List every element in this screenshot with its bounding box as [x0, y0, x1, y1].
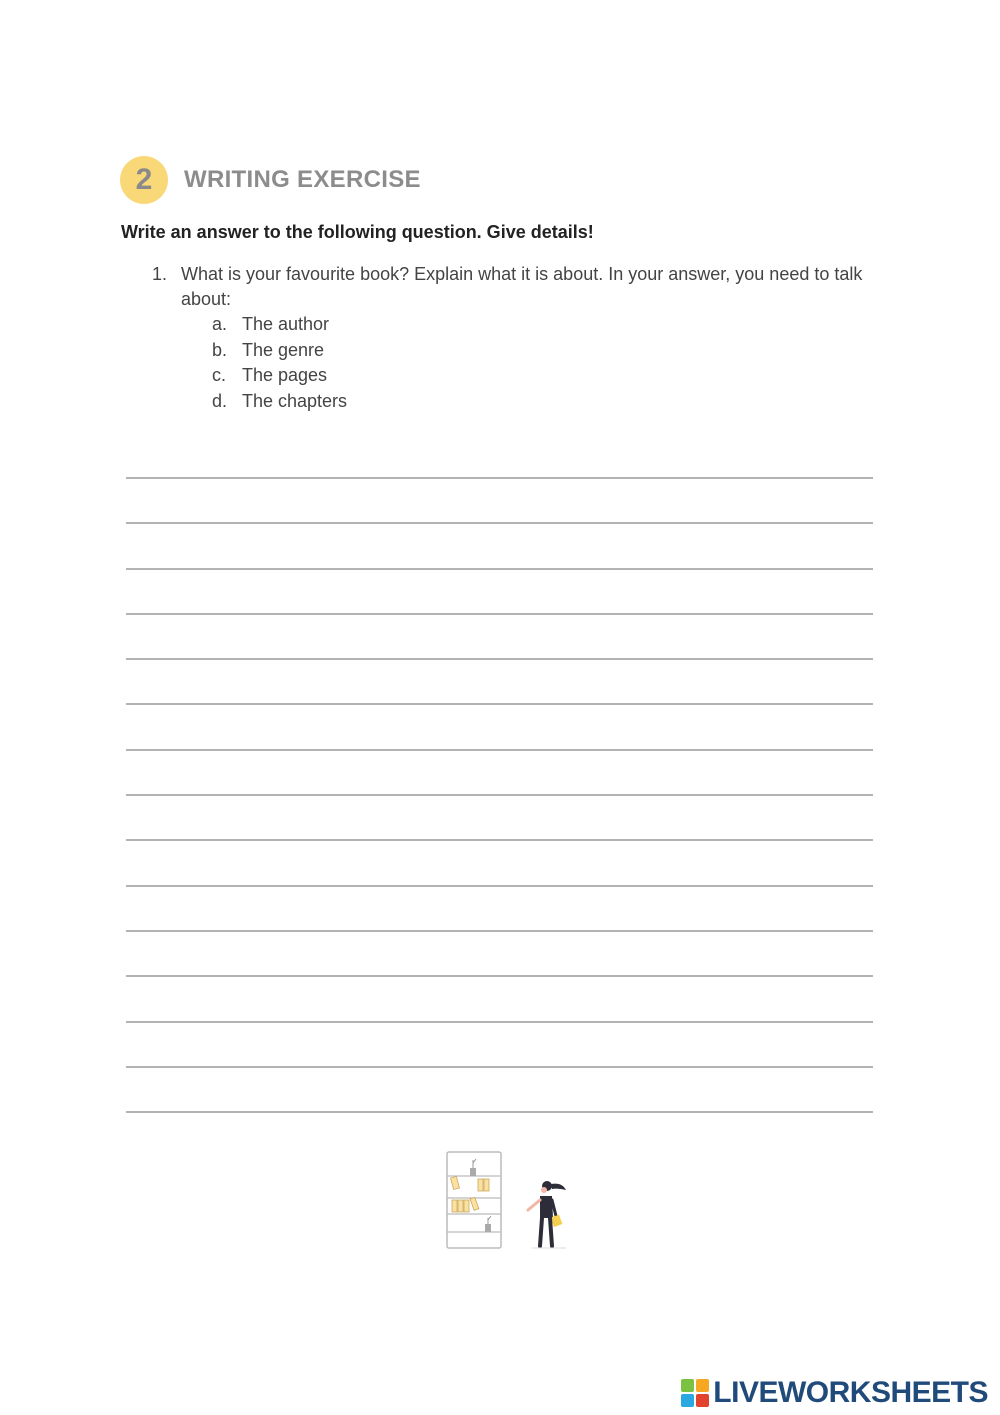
list-item-text: The genre — [242, 339, 325, 360]
answer-line[interactable] — [126, 1066, 873, 1068]
question-sub-list — [212, 312, 872, 414]
list-item-text: The chapters — [242, 390, 348, 411]
answer-line[interactable] — [126, 839, 873, 841]
list-item — [212, 389, 872, 415]
list-item — [212, 312, 872, 338]
answer-line[interactable] — [126, 658, 873, 660]
answer-line[interactable] — [126, 885, 873, 887]
logo-text: LIVEWORKSHEETS — [713, 1376, 988, 1409]
question-text: What is your favourite book? Explain what it is about. In your answer, you need to talk about: — [181, 264, 863, 309]
answer-line[interactable] — [126, 930, 873, 932]
section-title: WRITING EXERCISE — [184, 166, 421, 193]
list-item — [212, 338, 872, 364]
question-number: 1. — [152, 264, 168, 284]
list-item-letter: b. — [212, 339, 228, 360]
list-item-letter: c. — [212, 365, 227, 385]
list-item-letter: a. — [212, 314, 228, 334]
answer-line[interactable] — [126, 703, 873, 705]
answer-line[interactable] — [126, 1021, 873, 1023]
answer-line[interactable] — [126, 522, 873, 524]
answer-lines[interactable] — [126, 477, 873, 1156]
list-item-text: The author — [242, 314, 330, 334]
answer-line[interactable] — [126, 975, 873, 977]
section-number-badge: 2 — [120, 156, 168, 204]
list-item — [212, 363, 872, 389]
answer-line[interactable] — [126, 568, 873, 570]
answer-line[interactable] — [126, 477, 873, 479]
list-item-letter: d. — [212, 390, 228, 411]
answer-line[interactable] — [126, 613, 873, 615]
answer-line[interactable] — [126, 1111, 873, 1113]
section-header — [120, 156, 421, 204]
liveworksheets-logo — [681, 1376, 988, 1410]
instruction-text: Write an answer to the following question. Give details! — [121, 222, 594, 242]
list-item-text: The pages — [242, 365, 328, 385]
answer-line[interactable] — [126, 794, 873, 796]
bookshelf-girl-illustration — [440, 1148, 580, 1259]
answer-line[interactable] — [126, 749, 873, 751]
liveworksheets-logo-icon — [681, 1379, 709, 1407]
question-block — [152, 262, 872, 414]
